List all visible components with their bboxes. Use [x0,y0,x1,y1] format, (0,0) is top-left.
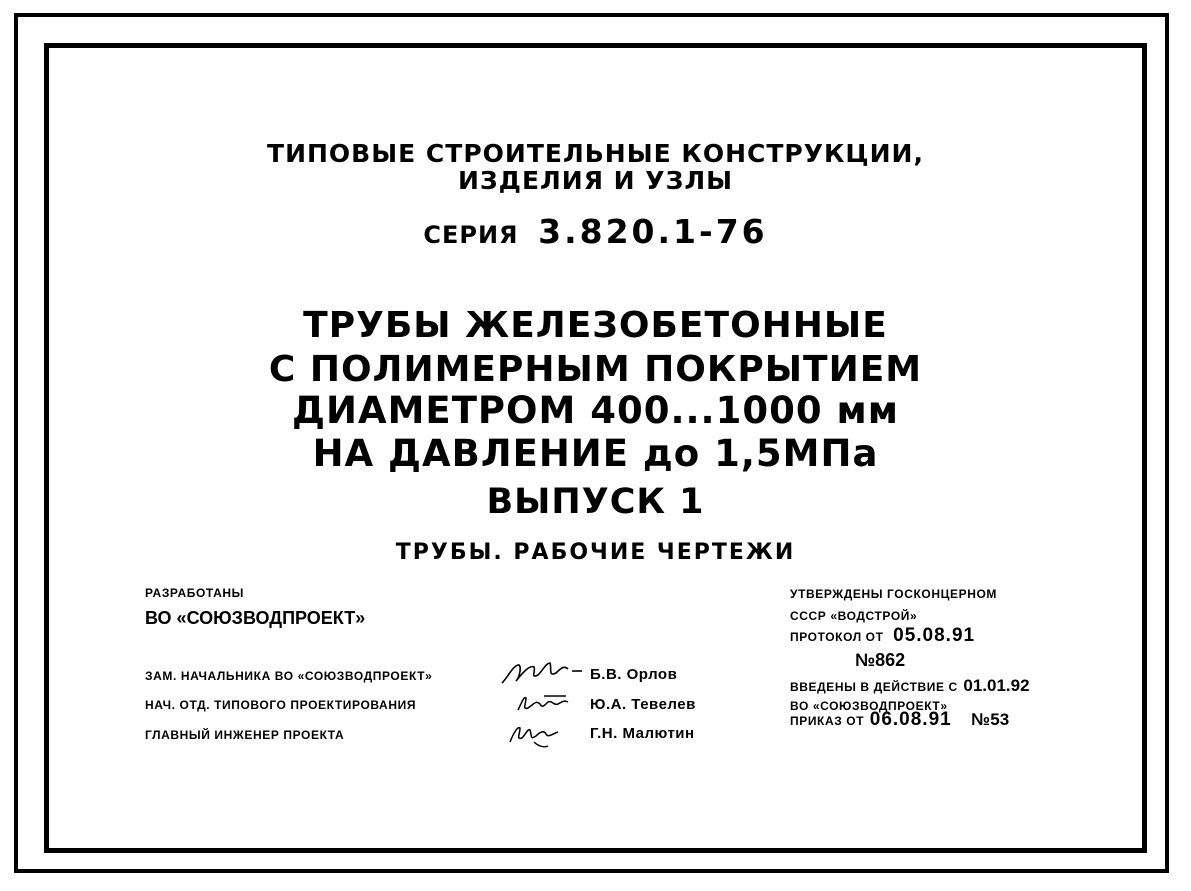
signatory-name-2: Ю.А. Тевелев [590,696,696,713]
series-row [0,212,1191,251]
order-date: 06.08.91 [869,709,952,730]
developed-label: РАЗРАБОТАНЫ [145,586,244,600]
protocol-row [790,625,975,647]
header-line-1: ТИПОВЫЕ СТРОИТЕЛЬНЫЕ КОНСТРУКЦИИ, [267,139,924,168]
issue-label: ВЫПУСК 1 [486,482,705,522]
signatory-name-3: Г.Н. Малютин [590,725,695,742]
protocol-label: ПРОТОКОЛ ОТ [790,630,884,644]
signature-tevelev [514,692,574,716]
signatory-position-2: НАЧ. ОТД. ТИПОВОГО ПРОЕКТИРОВАНИЯ [145,698,417,712]
order-row [790,709,1009,731]
title-line-3: ДИАМЕТРОМ 400...1000 мм [292,389,899,432]
title-line-1: ТРУБЫ ЖЕЛЕЗОБЕТОННЫЕ [303,305,888,346]
enacted-row [790,676,1030,696]
signature-orlov [498,657,586,689]
signatory-name-1: Б.В. Орлов [590,666,678,683]
title-line-2: С ПОЛИМЕРНЫМ ПОКРЫТИЕМ [268,349,923,390]
enacted-label: ВВЕДЕНЫ В ДЕЙСТВИЕ С [790,680,958,694]
order-number: №53 [971,710,1010,729]
protocol-date: 05.08.91 [893,625,976,646]
header-line-2: ИЗДЕЛИЯ И УЗЛЫ [458,166,733,195]
series-label: СЕРИЯ [423,221,519,249]
enacted-date: 01.01.92 [963,676,1030,695]
approval-org: ВО «СОЮЗВОДПРОЕКТ» [790,699,948,713]
protocol-number: №862 [855,650,906,670]
series-number: 3.820.1-76 [538,212,768,251]
approval-line-1: УТВЕРЖДЕНЫ ГОСКОНЦЕРНОМ [790,587,997,601]
approval-line-2: СССР «ВОДСТРОЙ» [790,609,918,623]
subtitle: ТРУБЫ. РАБОЧИЕ ЧЕРТЕЖИ [395,540,796,565]
signatory-position-3: ГЛАВНЫЙ ИНЖЕНЕР ПРОЕКТА [145,728,345,742]
developed-org: ВО «СОЮЗВОДПРОЕКТ» [145,608,366,628]
signature-malyutin [506,720,564,752]
title-line-4: НА ДАВЛЕНИЕ до 1,5МПа [312,432,879,475]
signatory-position-1: ЗАМ. НАЧАЛЬНИКА ВО «СОЮЗВОДПРОЕКТ» [145,669,433,683]
order-label: ПРИКАЗ ОТ [790,714,865,728]
